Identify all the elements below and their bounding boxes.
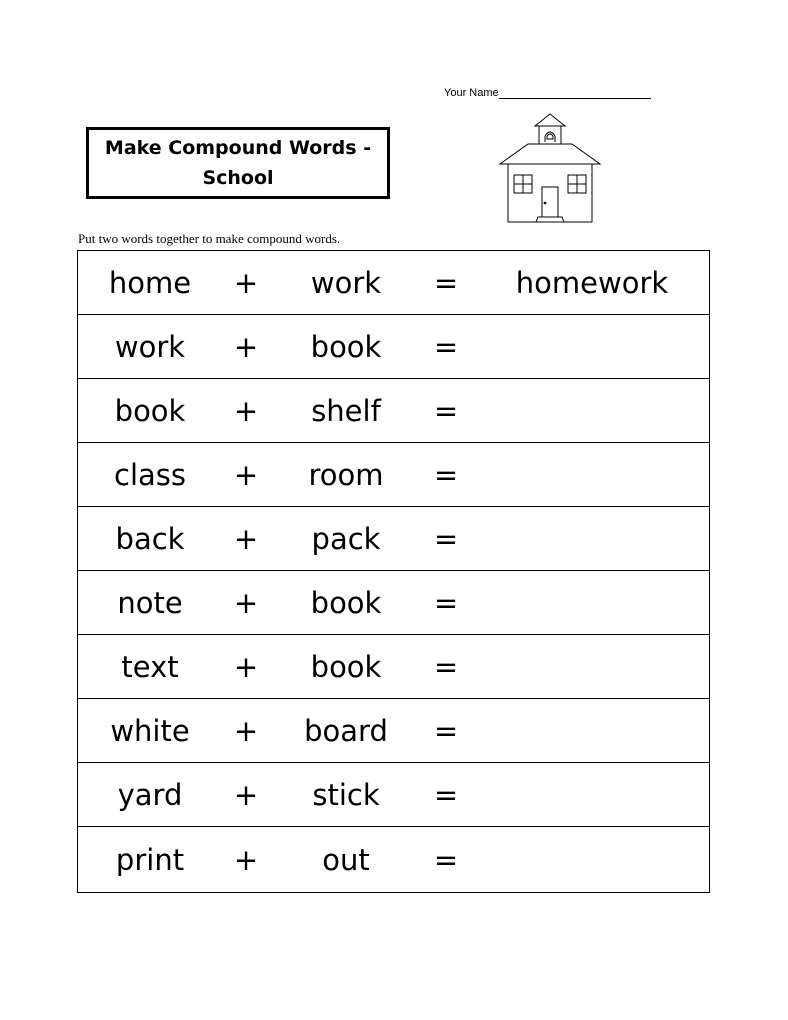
equals-sign: = — [433, 265, 459, 300]
first-word: home — [108, 265, 192, 300]
table-row — [78, 379, 709, 443]
answer-field[interactable]: homework — [515, 265, 669, 300]
plus-sign: + — [233, 265, 259, 300]
first-word: class — [114, 457, 186, 492]
second-word: book — [310, 649, 382, 684]
plus-sign: + — [233, 713, 259, 748]
name-field[interactable] — [444, 86, 651, 99]
table-row — [78, 315, 709, 379]
equals-sign: = — [433, 842, 459, 877]
worksheet-title — [86, 127, 390, 199]
first-word: back — [115, 521, 185, 556]
plus-sign: + — [233, 649, 259, 684]
equals-sign: = — [433, 649, 459, 684]
compound-word-table — [77, 250, 710, 893]
table-row — [78, 763, 709, 827]
second-word: board — [304, 713, 388, 748]
first-word: white — [110, 713, 190, 748]
first-word: text — [121, 649, 179, 684]
plus-sign: + — [233, 585, 259, 620]
title-line-1: Make Compound Words - — [104, 137, 372, 159]
table-row — [78, 827, 709, 892]
plus-sign: + — [233, 842, 259, 877]
equals-sign: = — [433, 457, 459, 492]
equals-sign: = — [433, 713, 459, 748]
first-word: book — [114, 393, 186, 428]
table-row — [78, 571, 709, 635]
second-word: book — [310, 329, 382, 364]
equals-sign: = — [433, 585, 459, 620]
schoolhouse-icon — [498, 112, 602, 224]
equals-sign: = — [433, 777, 459, 812]
name-blank[interactable] — [499, 86, 651, 99]
first-word: yard — [117, 777, 183, 812]
plus-sign: + — [233, 329, 259, 364]
table-row — [78, 507, 709, 571]
second-word: out — [322, 842, 370, 877]
plus-sign: + — [233, 393, 259, 428]
first-word: work — [114, 329, 186, 364]
instructions: Put two words together to make compound words. — [78, 231, 341, 246]
second-word: shelf — [311, 393, 381, 428]
table-row — [78, 443, 709, 507]
first-word: print — [115, 842, 185, 877]
plus-sign: + — [233, 521, 259, 556]
second-word: work — [310, 265, 382, 300]
equals-sign: = — [433, 329, 459, 364]
table-row — [78, 699, 709, 763]
second-word: book — [310, 585, 382, 620]
second-word: pack — [311, 521, 381, 556]
plus-sign: + — [233, 457, 259, 492]
title-line-2: School — [202, 167, 274, 189]
first-word: note — [117, 585, 183, 620]
plus-sign: + — [233, 777, 259, 812]
equals-sign: = — [433, 393, 459, 428]
table-row — [78, 251, 709, 315]
second-word: room — [308, 457, 384, 492]
second-word: stick — [312, 777, 380, 812]
equals-sign: = — [433, 521, 459, 556]
table-row — [78, 635, 709, 699]
name-label: Your Name — [444, 87, 499, 99]
